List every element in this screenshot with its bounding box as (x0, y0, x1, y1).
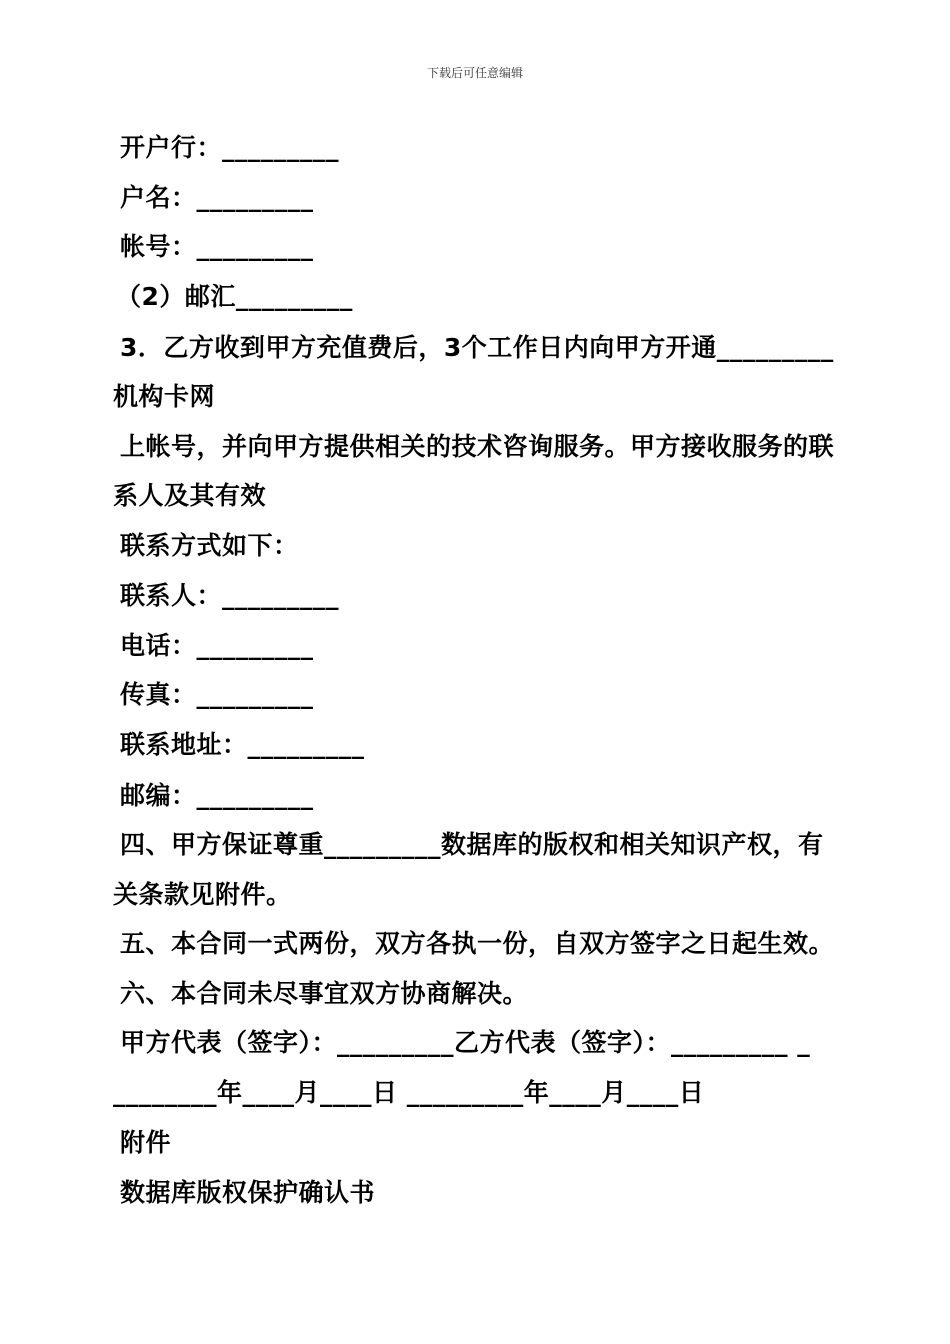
date-line: ________年____月____日 _________年____月____日 (113, 1078, 705, 1107)
address-line: 联系地址：_________ (120, 730, 365, 759)
clause-5-line: 五、本合同一式两份，双方各执一份，自双方签字之日起生效。 (120, 929, 835, 958)
contact-person-line: 联系人：_________ (120, 581, 340, 610)
clause-4-line: 四、甲方保证尊重_________数据库的版权和相关知识产权，有 (120, 830, 824, 859)
clause-3-continuation: 机构卡网 (113, 382, 216, 411)
fax-line: 传真：_________ (120, 680, 314, 709)
clause-3-line: 3．乙方收到甲方充值费后，3个工作日内向甲方开通_________ (120, 333, 834, 362)
contact-method-heading: 联系方式如下： (120, 531, 299, 560)
bank-name-line: 开户行：_________ (120, 133, 340, 162)
account-name-line: 户名：_________ (120, 183, 314, 212)
account-service-line: 上帐号，并向甲方提供相关的技术咨询服务。甲方接收服务的联 (120, 432, 835, 461)
attachment-title: 数据库版权保护确认书 (120, 1178, 376, 1207)
clause-6-line: 六、本合同未尽事宜双方协商解决。 (120, 979, 529, 1008)
attachment-heading: 附件 (120, 1128, 172, 1157)
page-header: 下载后可任意编辑 (426, 66, 523, 80)
account-number-line: 帐号：_________ (120, 232, 314, 261)
postcode-line: 邮编：_________ (120, 781, 314, 810)
signature-line: 甲方代表（签字）：_________乙方代表（签字）：_________ _ (120, 1028, 811, 1057)
phone-line: 电话：_________ (120, 631, 314, 660)
clause-4-continuation: 关条款见附件。 (113, 880, 292, 909)
contact-valid-line: 系人及其有效 (113, 481, 267, 510)
postal-remittance-line: （2）邮汇_________ (116, 282, 353, 311)
